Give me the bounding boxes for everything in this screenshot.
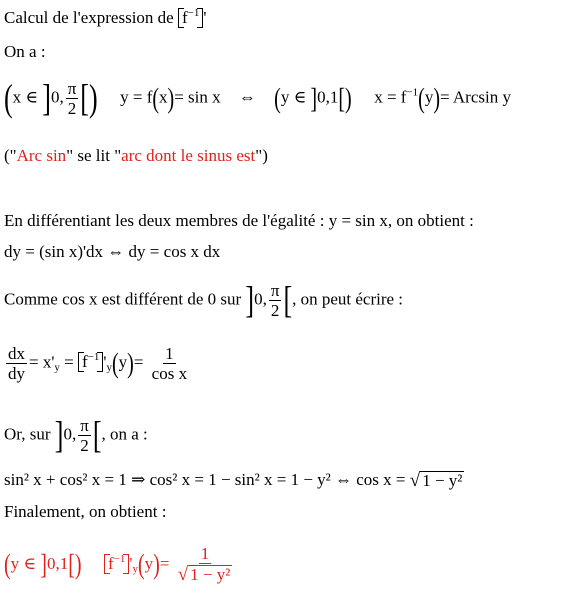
heading-text: Calcul de l'expression de <box>4 8 174 27</box>
pi-over-2: $\frac{\pi}{2}$ <box>67 79 77 118</box>
derivative-line: $\frac{dx}{dy}$ = $x'_y = f^{-1}$ '$_y(y)=$ $\frac{1}{\text{cos x}}$ <box>8 344 188 383</box>
heading-line: Calcul de l'expression de $f^{-1}$ ' <box>4 7 207 27</box>
comme-line: Comme cos x est différent de 0 sur ]0, $\frac{\pi}{2}$ [, on peut écrire : <box>4 278 404 321</box>
dy-line: dy = (sin x)'dx ⇔ dy = cos x dx <box>4 242 221 261</box>
arcsin-note: ("Arc sin" se lit "arc dont le sinus est") <box>4 146 268 165</box>
definition-line: (x ∈ ]0, $\frac{\pi}{2}$ [) y = f(x)= sin x ⇔ (y ∈ ]0,1[) $x = f^{-1}(y)= Arcsin$ y <box>4 76 511 119</box>
diff-line: En différentiant les deux membres de l'égalité : y = sin x, on obtient : <box>4 211 474 230</box>
or-sur-line: Or, sur ]0, $\frac{\pi}{2}$ [, on a : <box>4 413 148 456</box>
finalement-line: Finalement, on obtient : <box>4 502 167 521</box>
on-a-line: On a : <box>4 42 46 61</box>
final-result: (y ∈ ]0,1[) $f^{-1}$ '$_y(y)=$ 1 √ 1 − y² <box>4 544 231 586</box>
finv-bracket: $f^{-1}$ <box>178 8 203 28</box>
trig-line: sin² x + cos² x = 1 ⇒ cos² x = 1 − sin² x = 1 − y² ⇔ cos x = √ 1 − y² <box>4 470 463 492</box>
